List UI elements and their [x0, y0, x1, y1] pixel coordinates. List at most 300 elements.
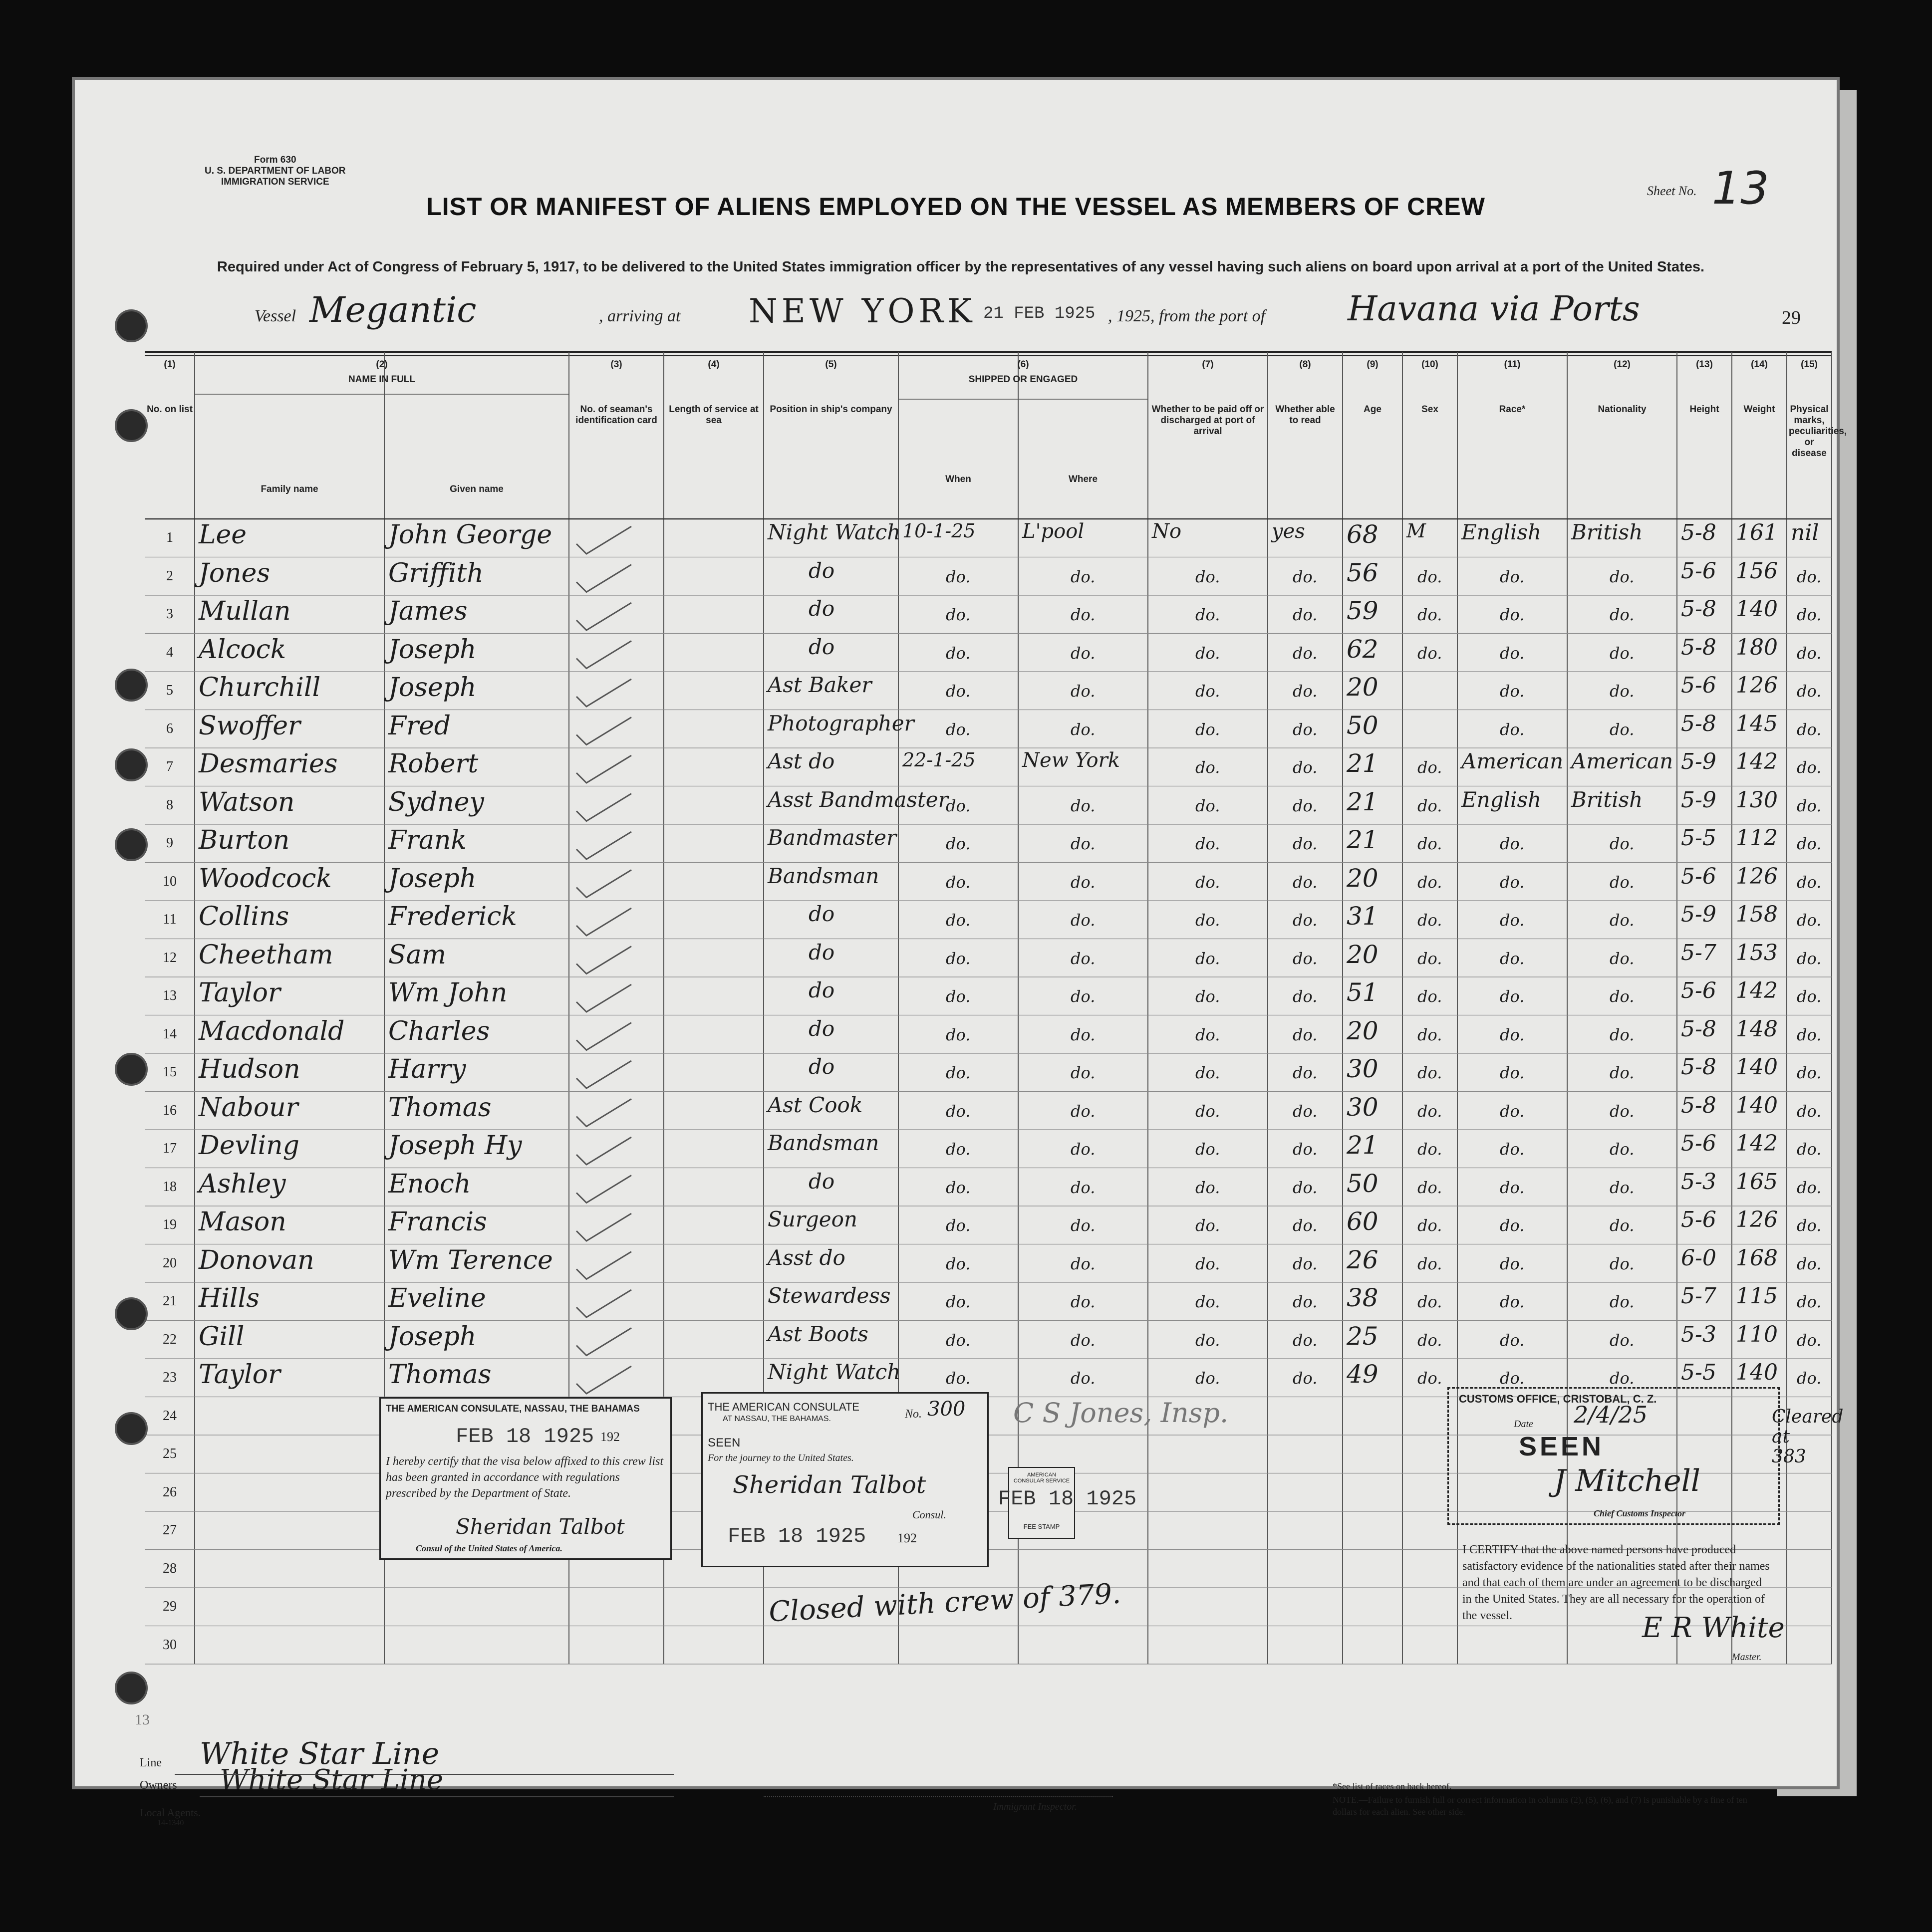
cell-race: do.: [1500, 1330, 1525, 1350]
column-header: Sex: [1421, 404, 1438, 415]
cell-given: Thomas: [388, 1360, 492, 1390]
cell-marks: do.: [1797, 1369, 1822, 1388]
cell-race: do.: [1500, 1063, 1525, 1082]
line-name: White Star Line: [200, 1736, 440, 1771]
column-number: (4): [708, 359, 720, 370]
check-mark: [576, 565, 631, 592]
punch-hole: [115, 309, 148, 342]
cell-ht: 5-3: [1681, 1321, 1716, 1347]
column-header: Whether able to read: [1275, 404, 1335, 426]
subheader-where: Where: [1068, 474, 1098, 484]
check-mark: [576, 1099, 631, 1127]
cell-family: Collins: [199, 902, 289, 932]
cell-race: do.: [1500, 1292, 1525, 1311]
cell-sex: do.: [1417, 758, 1442, 777]
cell-marks: do.: [1797, 834, 1822, 853]
cell-nat: do.: [1610, 567, 1635, 586]
cell-wt: 140: [1736, 1054, 1778, 1080]
cell-sex: do.: [1417, 643, 1442, 663]
stamp1-signature: Sheridan Talbot: [456, 1514, 625, 1539]
check-mark: [576, 832, 631, 859]
check-mark: [576, 641, 631, 669]
cell-ht: 5-3: [1681, 1169, 1716, 1195]
sheet-number-label: Sheet No.: [1647, 184, 1697, 198]
cell-pos: do: [809, 596, 835, 621]
row-number: 20: [163, 1255, 177, 1271]
cell-given: John George: [388, 520, 552, 550]
cell-paid: do.: [1195, 1216, 1220, 1235]
cell-where: do.: [1071, 1292, 1096, 1311]
cell-given: Griffith: [388, 558, 484, 588]
cell-ht: 5-6: [1681, 1207, 1716, 1232]
cell-nat: do.: [1610, 834, 1635, 853]
cell-pos: do: [809, 1054, 835, 1079]
cell-wt: 180: [1736, 634, 1778, 660]
cell-marks: do.: [1797, 1292, 1822, 1311]
stamp2-consul: Consul.: [912, 1508, 946, 1521]
column-number: (11): [1504, 359, 1521, 370]
cell-ht: 5-8: [1681, 1092, 1716, 1118]
stamp2-year: 192: [897, 1531, 917, 1545]
page-number: 29: [1782, 307, 1801, 328]
cell-wt: 161: [1736, 520, 1778, 545]
cell-sex: do.: [1417, 1254, 1442, 1273]
cell-pos: do: [809, 634, 835, 659]
cell-paid: do.: [1195, 1330, 1220, 1350]
column-header: Height: [1689, 404, 1719, 415]
cell-where: do.: [1071, 872, 1096, 892]
cell-when: do.: [946, 872, 971, 892]
cell-where: New York: [1022, 749, 1120, 772]
check-mark: [576, 603, 631, 630]
cell-age: 31: [1347, 902, 1379, 931]
cell-given: Francis: [388, 1207, 487, 1237]
cell-read: do.: [1293, 1025, 1318, 1044]
stamp1-foot: Consul of the United States of America.: [416, 1543, 562, 1553]
cell-age: 26: [1347, 1245, 1379, 1274]
check-mark: [576, 1328, 631, 1356]
cell-wt: 142: [1736, 1131, 1778, 1156]
subtitle: Required under Act of Congress of February 5, 1917, to be delivered to the United States immigration officer by the representatives of any vessel having such aliens on board upon arrival at a port of the United States.: [217, 259, 1705, 275]
cell-when: do.: [946, 987, 971, 1006]
line-label: Line: [140, 1756, 162, 1769]
cell-wt: 168: [1736, 1245, 1778, 1271]
stamp2-no: 300: [927, 1398, 966, 1421]
cell-paid: do.: [1195, 872, 1220, 892]
cell-race: do.: [1500, 1140, 1525, 1159]
cell-marks: do.: [1797, 605, 1822, 624]
cell-read: do.: [1293, 567, 1318, 586]
footnote-note: NOTE.—Failure to furnish full or correct information in columns (2), (5), (6), and (7) is punishable by a fine of ten dollars for each alien. See other side.: [1333, 1795, 1747, 1817]
cell-marks: do.: [1797, 872, 1822, 892]
row-number: 19: [163, 1217, 177, 1232]
cell-family: Swoffer: [199, 711, 300, 741]
cell-wt: 145: [1736, 711, 1778, 736]
row-number: 27: [163, 1522, 177, 1538]
owners-rule: [200, 1796, 674, 1797]
cell-pos: Ast Boots: [768, 1321, 868, 1346]
cell-family: Hudson: [199, 1054, 300, 1084]
cell-family: Watson: [199, 787, 295, 817]
cell-marks: do.: [1797, 911, 1822, 930]
cell-when: do.: [946, 643, 971, 663]
cell-nat: do.: [1610, 1330, 1635, 1350]
cell-wt: 153: [1736, 940, 1778, 966]
cell-family: Hills: [199, 1283, 260, 1313]
cell-age: 59: [1347, 596, 1379, 625]
cell-age: 62: [1347, 634, 1379, 664]
cell-read: do.: [1293, 1254, 1318, 1273]
cell-race: do.: [1500, 1101, 1525, 1121]
row-number: 3: [166, 606, 173, 622]
column-header: No. of seaman's identification card: [575, 404, 657, 426]
cell-paid: do.: [1195, 643, 1220, 663]
cell-age: 49: [1347, 1360, 1379, 1389]
cell-when: do.: [946, 720, 971, 739]
cell-wt: 142: [1736, 978, 1778, 1003]
cell-ht: 5-8: [1681, 634, 1716, 660]
column-number: (8): [1299, 359, 1311, 370]
column-header: Position in ship's company: [770, 404, 892, 415]
cell-pos: Bandsman: [768, 1131, 879, 1155]
cell-sex: do.: [1417, 796, 1442, 815]
column-header: NAME IN FULL: [348, 374, 416, 385]
sheet-number: 13: [1712, 162, 1769, 215]
cell-when: do.: [946, 605, 971, 624]
cell-wt: 140: [1736, 1360, 1778, 1385]
cell-when: do.: [946, 1254, 971, 1273]
cell-sex: M: [1406, 520, 1426, 542]
cell-race: do.: [1500, 1178, 1525, 1197]
cell-pos: Bandsman: [768, 863, 879, 888]
subheader-given: Given name: [450, 484, 504, 494]
cell-read: do.: [1293, 643, 1318, 663]
cell-family: Woodcock: [199, 863, 332, 894]
cell-paid: do.: [1195, 1292, 1220, 1311]
cell-when: do.: [946, 1025, 971, 1044]
column-header: Nationality: [1598, 404, 1647, 415]
cell-ht: 5-8: [1681, 711, 1716, 736]
cell-sex: do.: [1417, 1292, 1442, 1311]
cell-race: do.: [1500, 911, 1525, 930]
cell-family: Cheetham: [199, 940, 333, 970]
cell-race: American: [1461, 749, 1564, 773]
cell-read: do.: [1293, 1063, 1318, 1082]
check-mark: [576, 1061, 631, 1088]
inspector-signature: C S Jones, Insp.: [1013, 1397, 1229, 1429]
cell-marks: do.: [1797, 567, 1822, 586]
cell-wt: 126: [1736, 673, 1778, 698]
cell-when: do.: [946, 1178, 971, 1197]
cell-paid: do.: [1195, 911, 1220, 930]
cell-race: do.: [1500, 872, 1525, 892]
column-number: (15): [1801, 359, 1818, 370]
cell-ht: 6-0: [1681, 1245, 1716, 1271]
cell-pos: Bandmaster: [768, 825, 897, 850]
cell-race: do.: [1500, 567, 1525, 586]
cell-ht: 5-6: [1681, 673, 1716, 698]
cell-wt: 140: [1736, 596, 1778, 622]
cell-race: do.: [1500, 1254, 1525, 1273]
customs-stamp: [1447, 1387, 1780, 1525]
cell-family: Nabour: [199, 1092, 298, 1123]
cell-when: do.: [946, 1140, 971, 1159]
cell-read: do.: [1293, 1140, 1318, 1159]
cell-read: do.: [1293, 872, 1318, 892]
stamp2-date: FEB 18 1925: [728, 1524, 866, 1548]
cell-marks: do.: [1797, 1330, 1822, 1350]
cell-where: do.: [1071, 911, 1096, 930]
cell-family: Alcock: [199, 634, 286, 665]
customs-seen: SEEN: [1519, 1432, 1605, 1461]
cell-ht: 5-5: [1681, 1360, 1716, 1385]
cell-sex: do.: [1417, 567, 1442, 586]
cell-given: Wm Terence: [388, 1245, 553, 1275]
row-number: 28: [163, 1560, 177, 1576]
cell-pos: do: [809, 940, 835, 965]
cell-family: Jones: [199, 558, 271, 588]
cell-paid: do.: [1195, 834, 1220, 853]
row-number: 1: [166, 530, 173, 545]
cell-marks: do.: [1797, 643, 1822, 663]
punch-hole: [115, 669, 148, 702]
cell-wt: 126: [1736, 863, 1778, 889]
cell-when: do.: [946, 911, 971, 930]
cell-when: do.: [946, 949, 971, 968]
cell-given: Frank: [388, 825, 467, 855]
arriving-label: , arriving at: [599, 307, 681, 325]
cell-age: 68: [1347, 520, 1379, 549]
cell-age: 21: [1347, 749, 1379, 778]
cell-paid: do.: [1195, 987, 1220, 1006]
cell-ht: 5-9: [1681, 749, 1716, 774]
cell-wt: 140: [1736, 1092, 1778, 1118]
stamp2-head: THE AMERICAN CONSULATE: [708, 1401, 859, 1413]
punch-hole: [115, 1297, 148, 1330]
cell-when: do.: [946, 796, 971, 815]
check-mark: [576, 870, 631, 898]
cell-wt: 142: [1736, 749, 1778, 774]
cell-age: 60: [1347, 1207, 1379, 1236]
cell-read: do.: [1293, 834, 1318, 853]
check-mark: [576, 1366, 631, 1394]
cell-ht: 5-9: [1681, 902, 1716, 927]
row-number: 5: [166, 683, 173, 698]
check-mark: [576, 984, 631, 1012]
cell-marks: do.: [1797, 949, 1822, 968]
cell-age: 20: [1347, 940, 1379, 969]
cell-read: do.: [1293, 1216, 1318, 1235]
cell-sex: do.: [1417, 872, 1442, 892]
column-number: (1): [164, 359, 176, 370]
cell-marks: nil: [1791, 520, 1819, 545]
cell-pos: Ast Baker: [768, 673, 872, 697]
cell-given: Enoch: [388, 1169, 471, 1199]
cell-when: 22-1-25: [902, 749, 976, 771]
certify-text: I CERTIFY that the above named persons have produced satisfactory evidence of the nationalities stated after their names and that each of them are under an agreement to be discharged in the United States. They are all necessary for the operation of the vessel.: [1462, 1543, 1770, 1622]
cell-where: do.: [1071, 1025, 1096, 1044]
cell-age: 30: [1347, 1092, 1379, 1122]
cell-read: do.: [1293, 911, 1318, 930]
footnote-races: *See list of races on back hereof.: [1333, 1781, 1452, 1791]
cell-ht: 5-6: [1681, 978, 1716, 1003]
cell-sex: do.: [1417, 1330, 1442, 1350]
cell-age: 21: [1347, 787, 1379, 816]
cell-marks: do.: [1797, 1140, 1822, 1159]
cell-nat: American: [1571, 749, 1673, 773]
cell-given: Fred: [388, 711, 451, 741]
cell-race: English: [1461, 520, 1542, 544]
cell-nat: do.: [1610, 1254, 1635, 1273]
row-number: 13: [163, 988, 177, 1003]
cell-family: Churchill: [199, 673, 321, 703]
cell-where: do.: [1071, 1369, 1096, 1388]
cell-age: 21: [1347, 825, 1379, 854]
cell-sex: do.: [1417, 1216, 1442, 1235]
cell-paid: do.: [1195, 949, 1220, 968]
cell-pos: Photographer: [768, 711, 914, 735]
check-mark: [576, 1023, 631, 1050]
column-number: (13): [1696, 359, 1713, 370]
cell-wt: 148: [1736, 1016, 1778, 1042]
check-mark: [576, 755, 631, 783]
cell-where: do.: [1071, 834, 1096, 853]
customs-head: CUSTOMS OFFICE, CRISTOBAL, C. Z.: [1459, 1393, 1657, 1405]
cell-when: do.: [946, 1063, 971, 1082]
cell-race: do.: [1500, 1369, 1525, 1388]
fee-stamp-bottom: FEE STAMP: [1023, 1523, 1060, 1530]
cell-family: Desmaries: [199, 749, 338, 779]
cell-race: do.: [1500, 720, 1525, 739]
row-number: 30: [163, 1637, 177, 1653]
cell-read: do.: [1293, 1292, 1318, 1311]
cell-family: Lee: [199, 520, 247, 550]
row-number: 17: [163, 1141, 177, 1156]
stamp1-date: FEB 18 1925: [456, 1425, 594, 1449]
cell-nat: British: [1571, 520, 1643, 544]
cell-where: do.: [1071, 1101, 1096, 1121]
cell-family: Mullan: [199, 596, 291, 626]
column-header: Weight: [1743, 404, 1775, 415]
cell-ht: 5-6: [1681, 1131, 1716, 1156]
punch-hole: [115, 828, 148, 861]
cell-pos: Asst Bandmaster: [768, 787, 948, 812]
cell-paid: do.: [1195, 1101, 1220, 1121]
cell-wt: 165: [1736, 1169, 1778, 1195]
cell-sex: do.: [1417, 1140, 1442, 1159]
cell-where: do.: [1071, 796, 1096, 815]
cell-given: Charles: [388, 1016, 490, 1046]
cell-nat: do.: [1610, 1140, 1635, 1159]
cell-family: Burton: [199, 825, 290, 855]
row-number: 15: [163, 1064, 177, 1080]
cell-age: 50: [1347, 1169, 1379, 1198]
row-number: 25: [163, 1446, 177, 1461]
cell-paid: do.: [1195, 1063, 1220, 1082]
cell-nat: do.: [1610, 1025, 1635, 1044]
vessel-name: Megantic: [309, 289, 477, 330]
row-number: 26: [163, 1484, 177, 1500]
cell-pos: do: [809, 558, 835, 583]
fee-stamp-top: AMERICAN CONSULAR SERVICE: [1013, 1472, 1070, 1484]
cell-read: do.: [1293, 758, 1318, 777]
cell-marks: do.: [1797, 1025, 1822, 1044]
cell-family: Macdonald: [199, 1016, 345, 1046]
cell-age: 51: [1347, 978, 1379, 1007]
year-suffix: , 1925, from the port of: [1108, 307, 1266, 325]
cell-nat: do.: [1610, 1216, 1635, 1235]
stamp2-signature: Sheridan Talbot: [733, 1471, 926, 1499]
row-number: 22: [163, 1331, 177, 1347]
stamp1-head: THE AMERICAN CONSULATE, NASSAU, THE BAHAMAS: [386, 1404, 640, 1414]
consulate-seen-stamp: [701, 1392, 989, 1567]
stamp2-no-label: No.: [905, 1408, 922, 1421]
cell-family: Taylor: [199, 1360, 280, 1390]
cell-wt: 130: [1736, 787, 1778, 813]
cell-given: James: [388, 596, 468, 626]
cell-marks: do.: [1797, 682, 1822, 701]
margin-number: 13: [135, 1711, 150, 1728]
column-number: (6): [1017, 359, 1029, 370]
cell-family: Mason: [199, 1207, 286, 1237]
cell-marks: do.: [1797, 1216, 1822, 1235]
arriving-port: NEW YORK: [749, 292, 976, 330]
cell-paid: do.: [1195, 605, 1220, 624]
stamp2-sub: AT NASSAU, THE BAHAMAS.: [723, 1415, 831, 1423]
cell-given: Sydney: [388, 787, 484, 817]
row-number: 14: [163, 1026, 177, 1042]
cell-read: yes: [1272, 520, 1305, 543]
cell-given: Joseph: [388, 1321, 477, 1352]
check-mark: [576, 947, 631, 974]
cell-marks: do.: [1797, 1254, 1822, 1273]
customs-date-label: Date: [1514, 1419, 1533, 1430]
column-number: (12): [1614, 359, 1631, 370]
cell-pos: Asst do: [768, 1245, 845, 1270]
cell-marks: do.: [1797, 1101, 1822, 1121]
cell-when: do.: [946, 1216, 971, 1235]
cell-race: do.: [1500, 1025, 1525, 1044]
cell-age: 20: [1347, 673, 1379, 702]
cell-pos: do: [809, 1169, 835, 1194]
cell-when: do.: [946, 567, 971, 586]
cell-age: 20: [1347, 1016, 1379, 1045]
service: IMMIGRATION SERVICE: [221, 177, 329, 187]
cell-nat: do.: [1610, 682, 1635, 701]
master-signature: E R White: [1642, 1612, 1785, 1644]
row-number: 10: [163, 873, 177, 889]
cell-paid: do.: [1195, 1140, 1220, 1159]
check-mark: [576, 718, 631, 745]
cell-given: Eveline: [388, 1283, 486, 1313]
owners-label: Owners: [140, 1779, 177, 1792]
customs-note: Cleared at 383: [1772, 1407, 1844, 1467]
cell-when: do.: [946, 1369, 971, 1388]
cell-pos: Ast Cook: [768, 1092, 863, 1117]
fee-stamp-date: FEB 18 1925: [998, 1487, 1137, 1511]
customs-title: Chief Customs Inspector: [1594, 1508, 1686, 1518]
cell-race: do.: [1500, 643, 1525, 663]
cell-read: do.: [1293, 1330, 1318, 1350]
cell-nat: do.: [1610, 1101, 1635, 1121]
column-number: (2): [376, 359, 388, 370]
cell-where: do.: [1071, 1140, 1096, 1159]
row-number: 29: [163, 1599, 177, 1614]
cell-nat: do.: [1610, 872, 1635, 892]
cell-nat: do.: [1610, 1063, 1635, 1082]
cell-sex: do.: [1417, 1025, 1442, 1044]
column-number: (7): [1202, 359, 1214, 370]
